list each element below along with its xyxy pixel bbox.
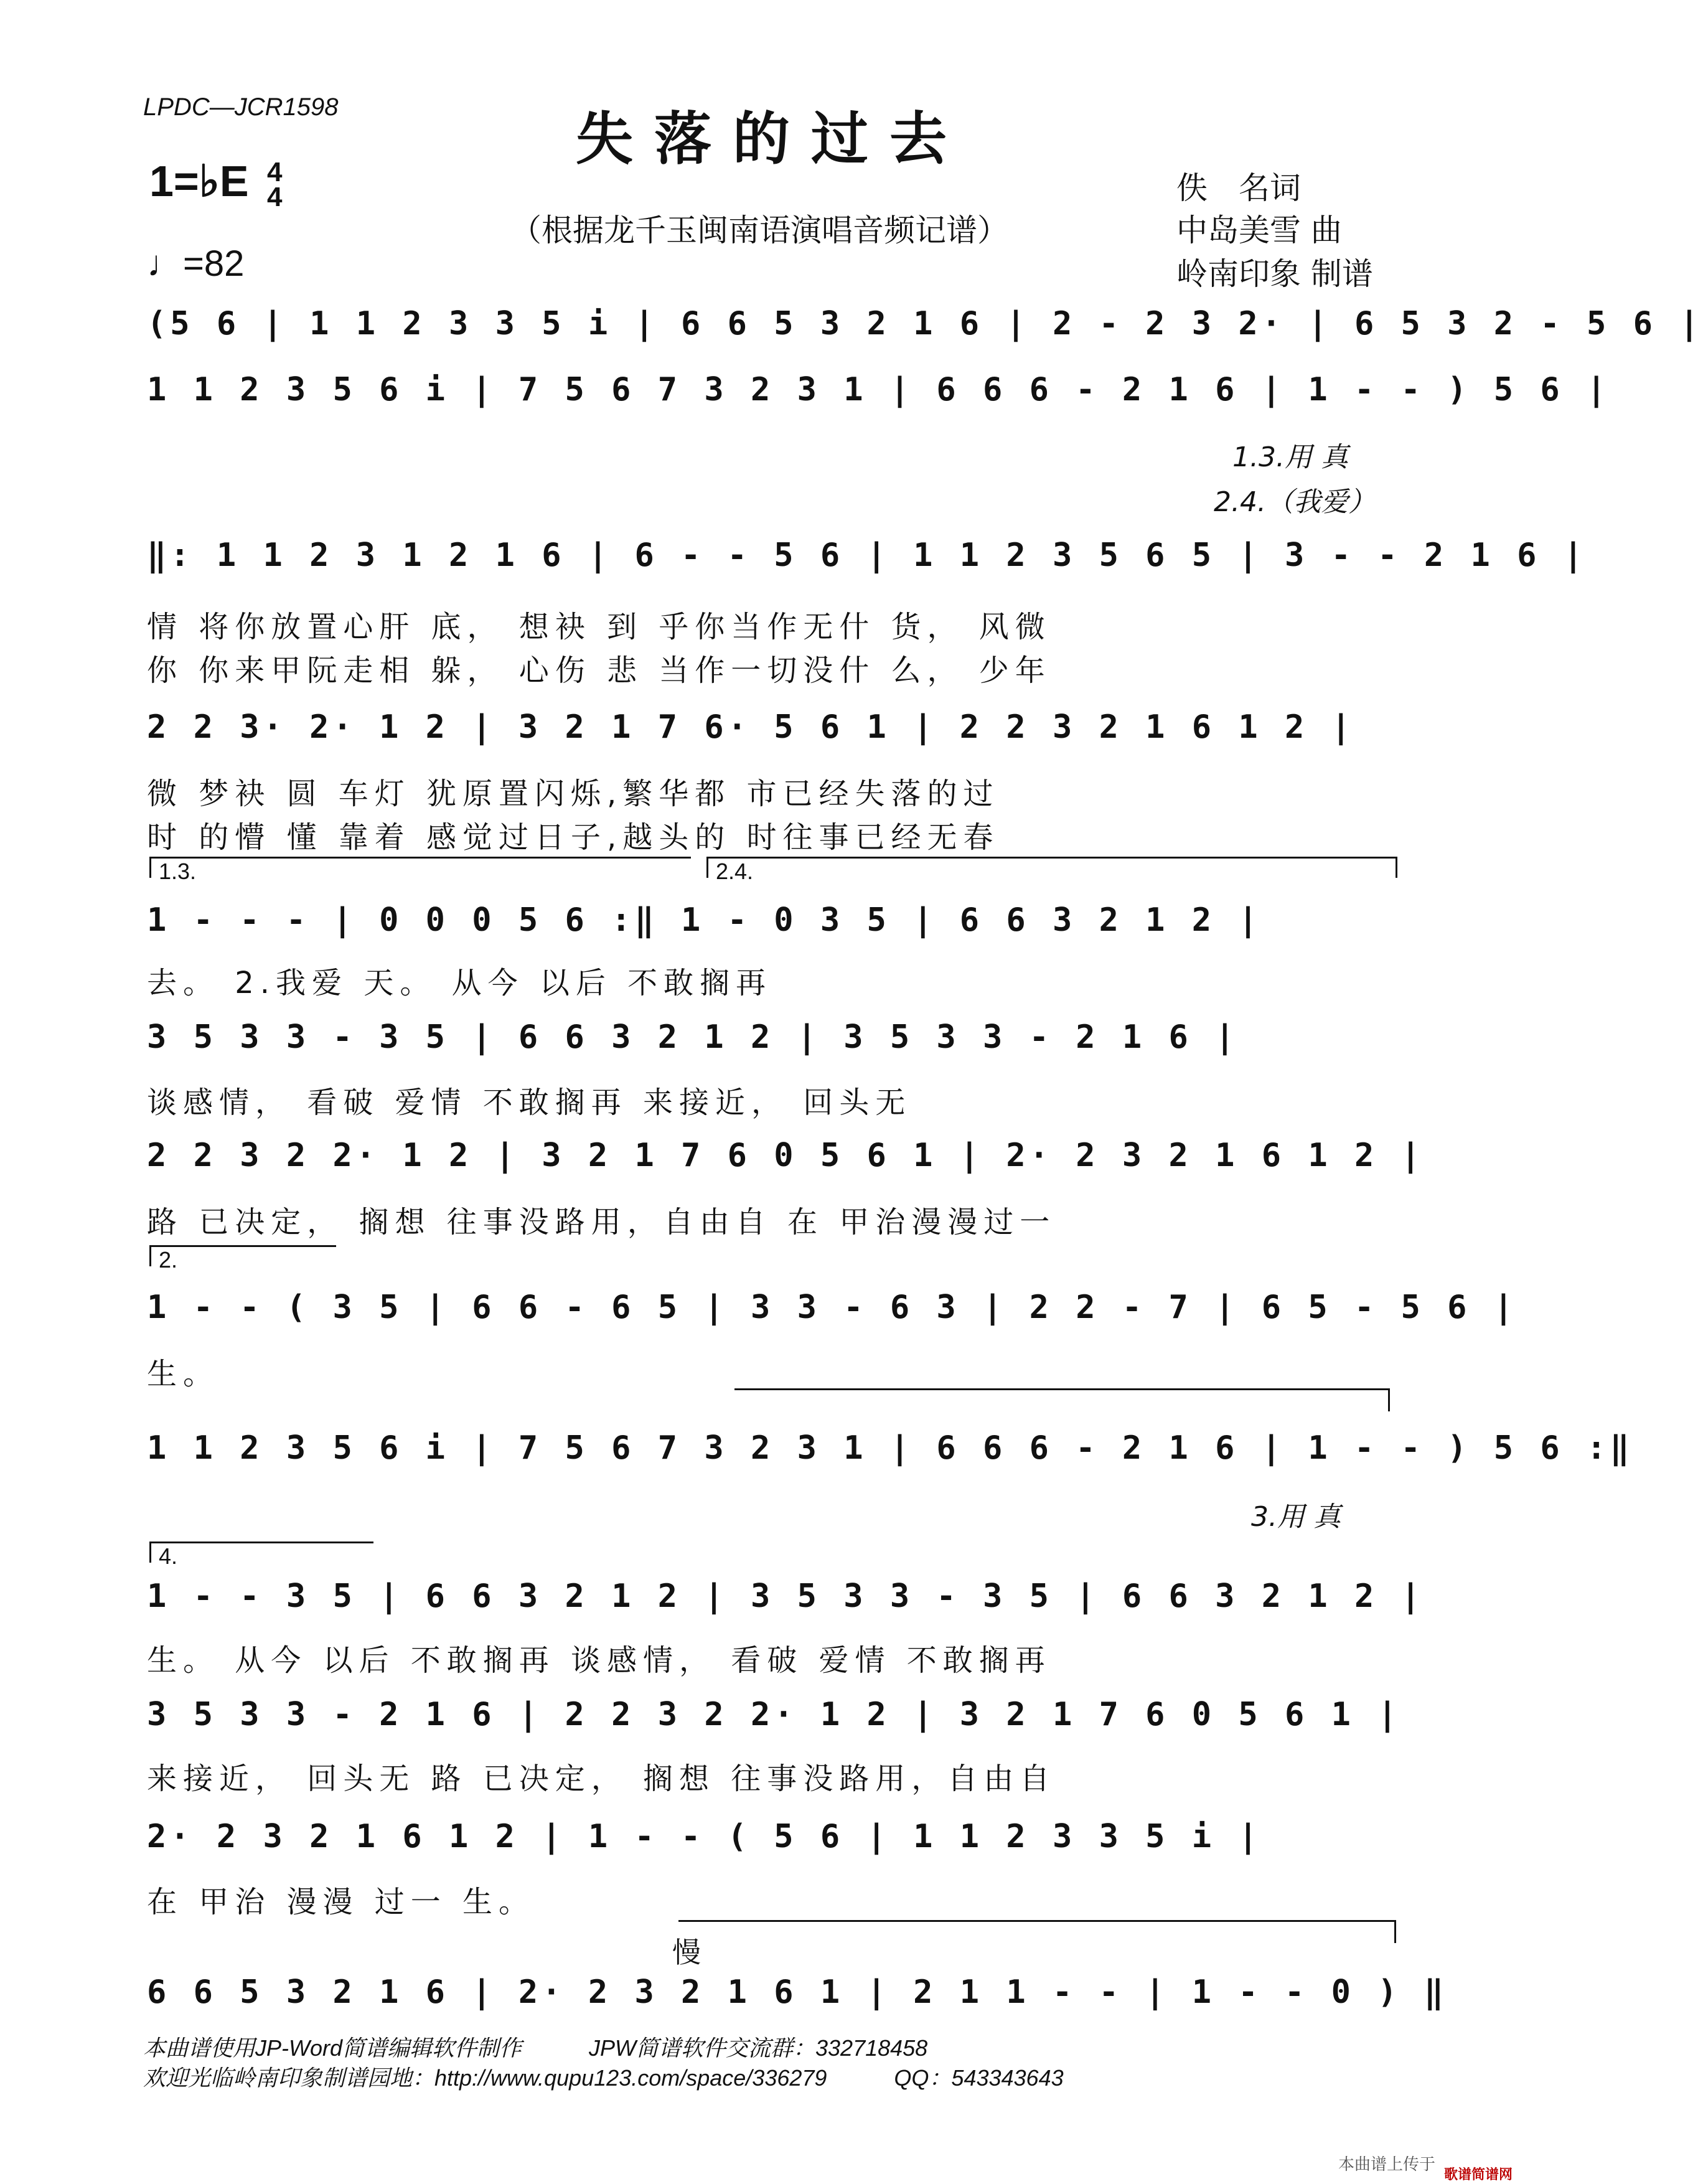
arranger-credit: 岭南印象 制谱 [1176,256,1373,292]
lyric-line-10: 生。 从今 以后 不敢搁再 谈感情， 看破 爱情 不敢搁再 [147,1643,1051,1678]
slow-bracket-line [678,1920,1396,1943]
page-title: 失落的过去 [575,105,968,172]
tempo-slow: 慢 [672,1936,701,1969]
music-line-2: 1 1 2 3 5 6 i | 7 5 6 7 3 2 3 1 | 6 6 6 - 2 1 6 | 1 - - ) 5 6 | [147,371,1610,408]
repeat-marker-24: 2.4.（我爱） [1214,486,1376,518]
key-signature [149,156,282,210]
volta-13: 1.3. [149,857,691,878]
composer-credit: 中岛美雪 曲 [1176,212,1342,248]
score-code: LPDC—JCR1598 [143,93,339,121]
music-line-1: (5 6 | 1 1 2 3 3 5 i | 6 6 5 3 2 1 6 | 2 - 2 3 2· | 6 5 3 2 - 5 6 | [147,305,1703,342]
time-bottom: 4 [266,181,283,212]
lyric-line-12: 在 甲治 漫漫 过一 生。 [147,1885,535,1919]
footer-line-1: 本曲谱使用JP-Word简谱编辑软件制作 JPW简谱软件交流群：332718458 [143,2035,928,2061]
time-top: 4 [266,156,283,187]
music-line-10: 1 - - 3 5 | 6 6 3 2 1 2 | 3 5 3 3 - 3 5 | 6 6 3 2 1 2 | [147,1578,1424,1615]
source-note: （根据龙千玉闽南语演唱音频记谱） [510,212,1008,248]
music-line-9: 1 1 2 3 5 6 i | 7 5 6 7 3 2 3 1 | 6 6 6 - 2 1 6 | 1 - - ) 5 6 :‖ [147,1429,1633,1467]
watermark-upload: 本曲谱上传于 [1338,2155,1436,2174]
lyric-line-7: 路 已决定， 搁想 往事没路用，自由自 在 甲治漫漫过一 [147,1205,1056,1240]
music-line-5: 1 - - - | 0 0 0 5 6 :‖ 1 - 0 3 5 | 6 6 3 2 1 2 | [147,901,1262,939]
lyric-line-3a: 情 将你放置心肝 底， 想袂 到 乎你当作无什 货， 风微 [147,610,1051,644]
music-line-11: 3 5 3 3 - 2 1 6 | 2 2 3 2 2· 1 2 | 3 2 1 7 6 0 5 6 1 | [147,1696,1401,1733]
lyric-line-3b: 你 你来甲阮走相 躲， 心伤 悲 当作一切没什 么， 少年 [147,653,1051,688]
music-line-12: 2· 2 3 2 1 6 1 2 | 1 - - ( 5 6 | 1 1 2 3 3 5 i | [147,1818,1262,1855]
lyric-line-4a: 微 梦袂 圆 车灯 犹原置闪烁,繁华都 市已经失落的过 [147,776,1000,811]
music-line-3: ‖: 1 1 2 3 1 2 1 6 | 6 - - 5 6 | 1 1 2 3 5 6 5 | 3 - - 2 1 6 | [147,537,1587,574]
lyric-line-5: 去。 2.我爱 天。 从今 以后 不敢搁再 [147,966,772,1000]
lyric-line-4b: 时 的懵 懂 靠着 感觉过日子,越头的 时往事已经无春 [147,820,1000,855]
music-line-6: 3 5 3 3 - 3 5 | 6 6 3 2 1 2 | 3 5 3 3 - 2 1 6 | [147,1019,1239,1056]
lyric-line-8: 生。 [147,1357,220,1391]
lyricist-credit: 佚 名词 [1176,170,1301,206]
lyric-line-6: 谈感情， 看破 爱情 不敢搁再 来接近， 回头无 [147,1085,912,1120]
repeat-marker-3: 3.用 真 [1251,1501,1341,1533]
tempo-marking: ♩=82 [147,243,245,284]
lyric-line-11: 来接近， 回头无 路 已决定， 搁想 往事没路用，自由自 [147,1761,1056,1796]
key-label: 1=♭E [149,157,249,205]
music-line-4: 2 2 3· 2· 1 2 | 3 2 1 7 6· 5 6 1 | 2 2 3 2 1 6 1 2 | [147,708,1354,746]
volta-bracket-line [734,1388,1390,1411]
volta-2: 2. [149,1245,336,1266]
music-line-13: 6 6 5 3 2 1 6 | 2· 2 3 2 1 6 1 | 2 1 1 - - | 1 - - 0 ) ‖ [147,1974,1448,2011]
footer-line-2: 欢迎光临岭南印象制谱园地：http://www.qupu123.com/space/336279 QQ：543343643 [143,2065,1064,2091]
watermark-site: 歌谱简谱网 [1444,2167,1513,2183]
volta-24: 2.4. [706,857,1397,878]
music-line-8: 1 - - ( 3 5 | 6 6 - 6 5 | 3 3 - 6 3 | 2 2 - 7 | 6 5 - 5 6 | [147,1289,1518,1326]
volta-4: 4. [149,1542,373,1563]
time-signature [266,156,283,212]
music-line-7: 2 2 3 2 2· 1 2 | 3 2 1 7 6 0 5 6 1 | 2· 2 3 2 1 6 1 2 | [147,1137,1424,1174]
repeat-marker-13: 1.3.用 真 [1232,441,1348,473]
